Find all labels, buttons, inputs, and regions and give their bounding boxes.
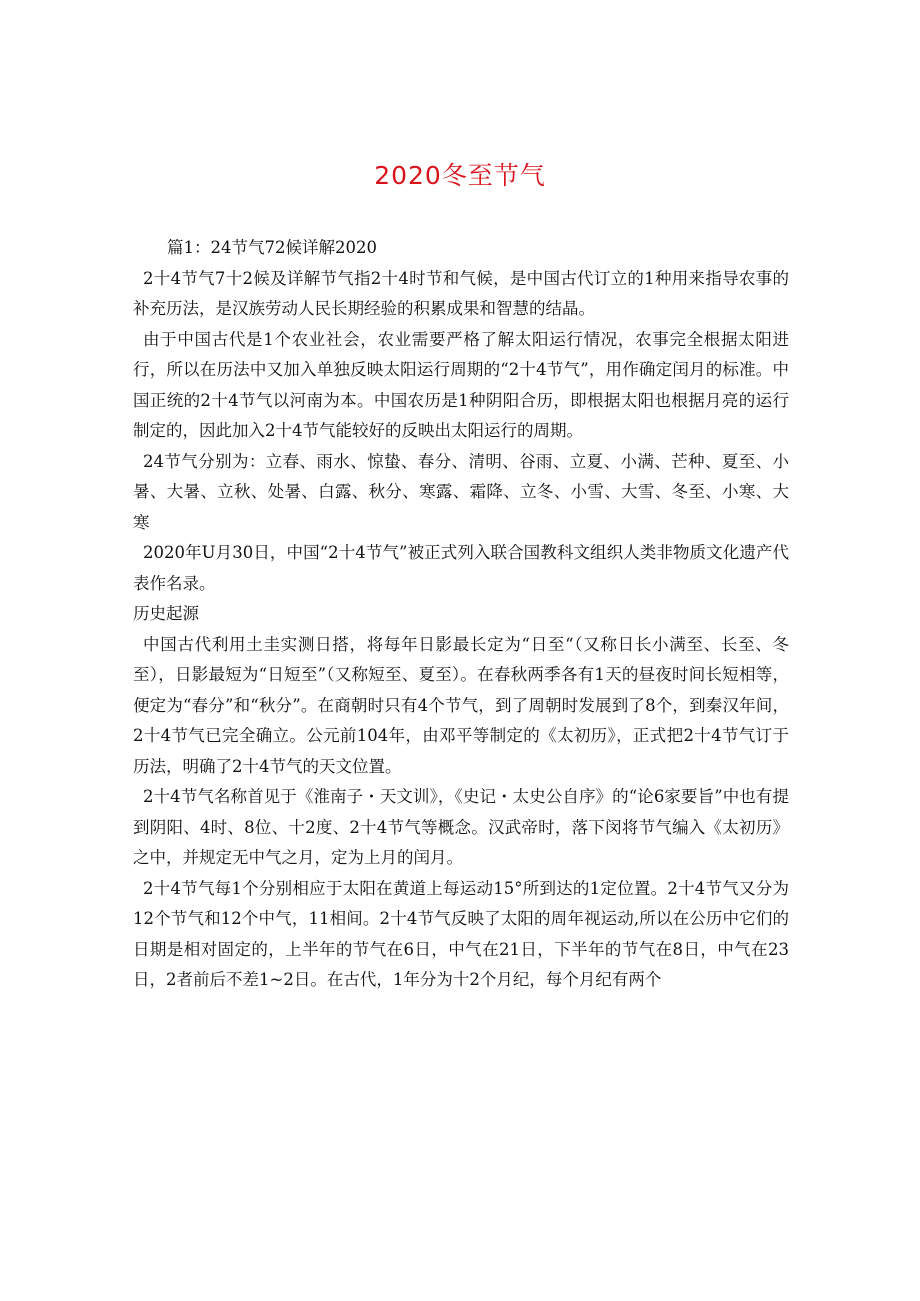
section-heading: 历史起源	[133, 604, 199, 623]
document-title: 2020冬至节气	[374, 161, 546, 190]
subtitle-paragraph: 篇1：24节气72候详解2020	[167, 238, 377, 257]
body-paragraph: 由于中国古代是1个农业社会，农业需要严格了解太阳运行情况，农事完全根据太阳进行，所以在历法中又加入单独反映太阳运行周期的“2十4节气”，用作确定闰月的标准。中国正统的2十4节气以河南为本。中国农历是1种阴阳合历，即根据太阳也根据月亮的运行制定的，因此加入2十4节气能较好的反映出太阳运行的周期。	[133, 329, 789, 440]
body-paragraph: 2020年U月30日，中国“2十4节气”被正式列入联合国教科文组织人类非物质文化遗产代表作名录。	[133, 543, 789, 593]
body-paragraph: 2十4节气名称首见于《淮南子・天文训》，《史记・太史公自序》的“论6家要旨”中也有提到阴阳、4时、8位、十2度、2十4节气等概念。汉武帝时，落下闵将节气编入《太初历》之中，并规定无中气之月，定为上月的闰月。	[133, 787, 789, 867]
body-paragraph: 24节气分别为：立春、雨水、惊蛰、春分、清明、谷雨、立夏、小满、芒种、夏至、小暑、大暑、立秋、处暑、白露、秋分、寒露、霜降、立冬、小雪、大雪、冬至、小寒、大寒	[133, 451, 789, 532]
body-paragraph: 2十4节气每1个分别相应于太阳在黄道上每运动15°所到达的1定位置。2十4节气又分为12个节气和12个中气，11相间。2十4节气反映了太阳的周年视运动,所以在公历中它们的日期是相对固定的，上半年的节气在6日，中气在21日，下半年的节气在8日，中气在23日，2者前后不差1~2日。在古代，1年分为十2个月纪，每个月纪有两个	[133, 878, 789, 989]
body-paragraph: 2十4节气7十2候及详解节气指2十4时节和气候，是中国古代订立的1种用来指导农事的补充历法，是汉族劳动人民长期经验的积累成果和智慧的结晶。	[133, 268, 789, 318]
body-paragraph: 中国古代利用土圭实测日搭，将每年日影最长定为“日至“（又称日长小满至、长至、冬至），日影最短为“日短至”（又称短至、夏至）。在春秋两季各有1天的昼夜时间长短相等，便定为“春分”和“秋分”。在商朝时只有4个节气，到了周朝时发展到了8个，到秦汉年间，2十4节气已完全确立。公元前104年，由邓平等制定的《太初历》，正式把2十4节气订于历法，明确了2十4节气的天文位置。	[133, 634, 789, 776]
document-body	[133, 233, 789, 996]
